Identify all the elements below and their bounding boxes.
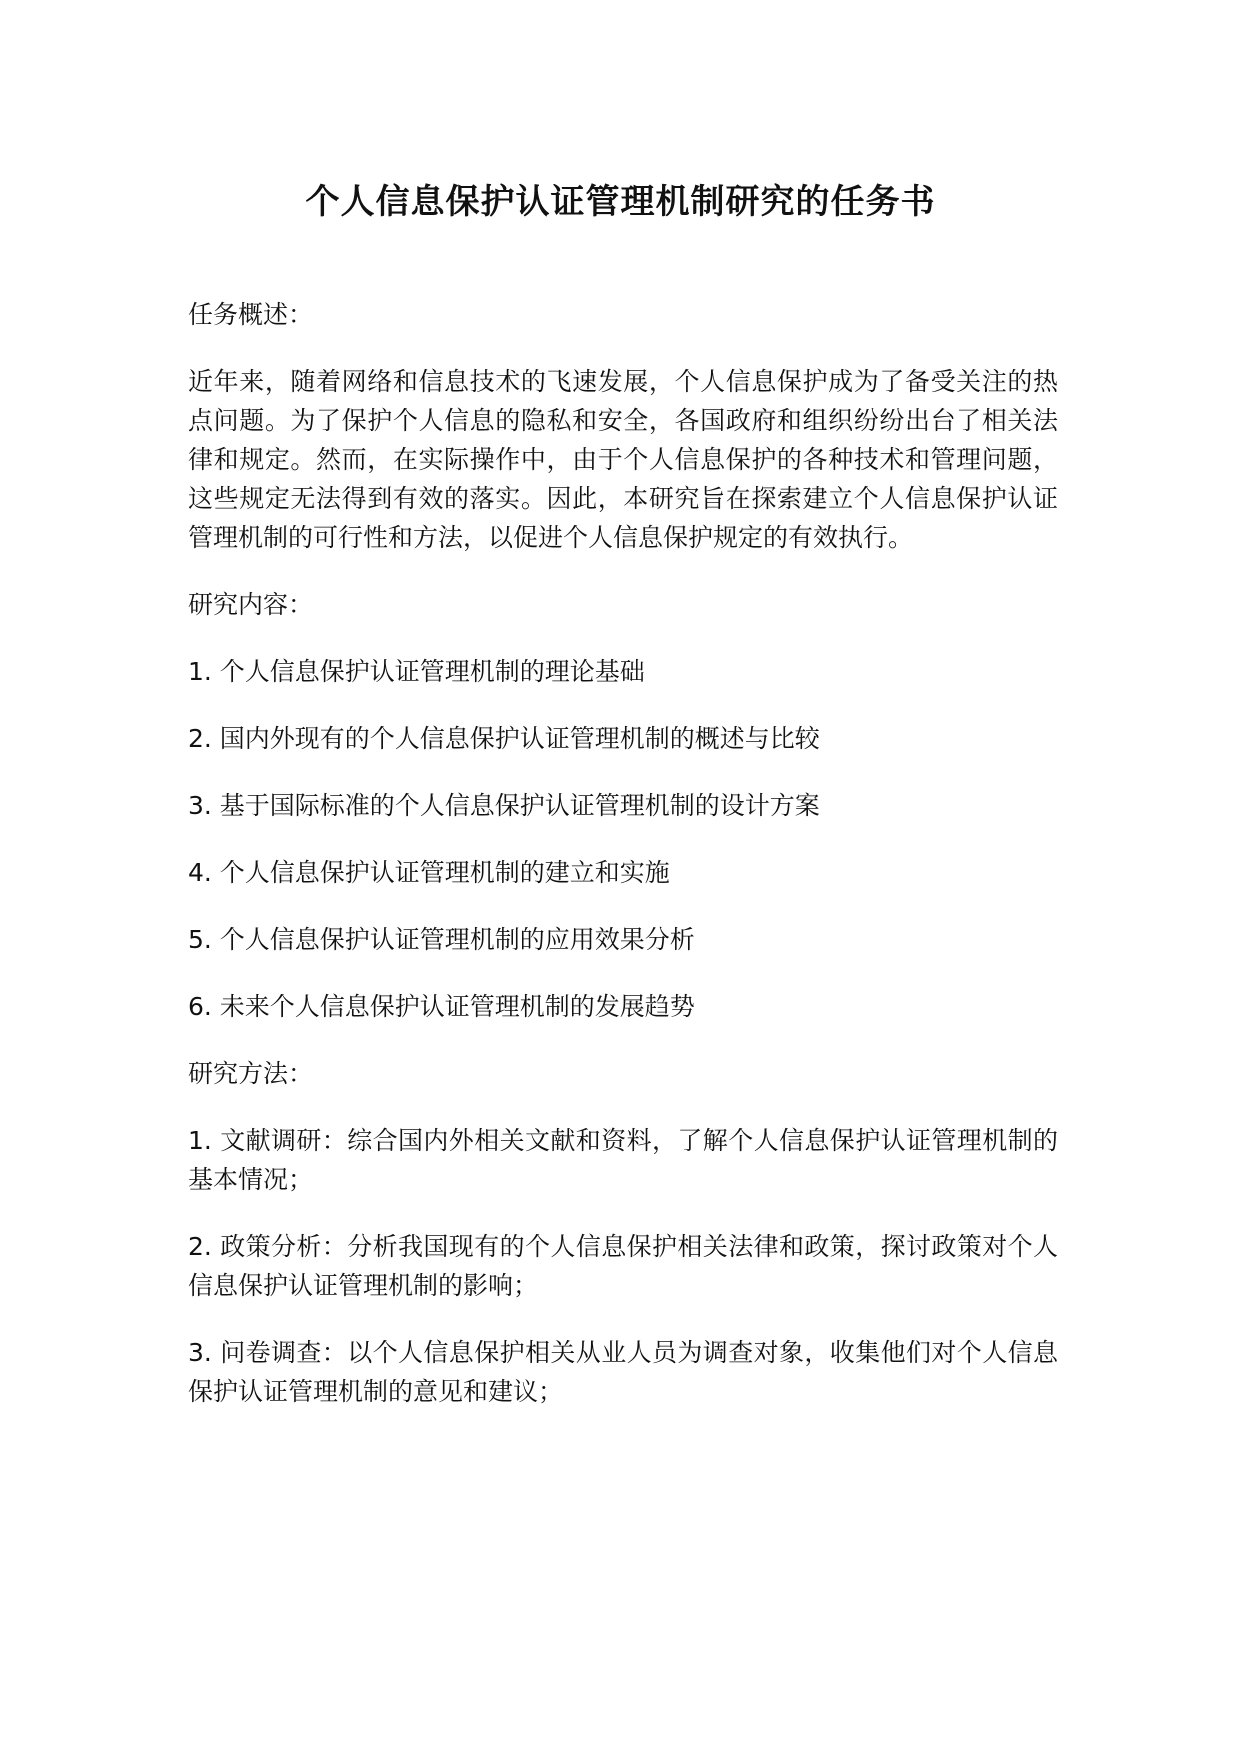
overview-paragraph: 近年来，随着网络和信息技术的飞速发展，个人信息保护成为了备受关注的热点问题。为了保护个人信息的隐私和安全，各国政府和组织纷纷出台了相关法律和规定。然而，在实际操作中，由于个人信息保护的各种技术和管理问题，这些规定无法得到有效的落实。因此，本研究旨在探索建立个人信息保护认证管理机制的可行性和方法，以促进个人信息保护规定的有效执行。 (188, 367, 1058, 552)
research-method-item: 3. 问卷调查：以个人信息保护相关从业人员为调查对象，收集他们对个人信息保护认证管理机制的意见和建议； (188, 1338, 1058, 1406)
research-method-item: 2. 政策分析：分析我国现有的个人信息保护相关法律和政策，探讨政策对个人信息保护认证管理机制的影响； (188, 1232, 1058, 1300)
research-content-item: 1. 个人信息保护认证管理机制的理论基础 (188, 657, 645, 686)
overview-heading: 任务概述： (188, 300, 314, 329)
document-body (188, 295, 1058, 1439)
research-methods-heading: 研究方法： (188, 1059, 314, 1088)
research-method-item: 1. 文献调研：综合国内外相关文献和资料，了解个人信息保护认证管理机制的基本情况； (188, 1126, 1058, 1194)
research-content-item: 5. 个人信息保护认证管理机制的应用效果分析 (188, 925, 695, 954)
research-content-item: 2. 国内外现有的个人信息保护认证管理机制的概述与比较 (188, 724, 820, 753)
research-content-item: 3. 基于国际标准的个人信息保护认证管理机制的设计方案 (188, 791, 820, 820)
document-title: 个人信息保护认证管理机制研究的任务书 (305, 182, 936, 222)
research-content-heading: 研究内容： (188, 590, 314, 619)
research-content-item: 4. 个人信息保护认证管理机制的建立和实施 (188, 858, 670, 887)
research-content-item: 6. 未来个人信息保护认证管理机制的发展趋势 (188, 992, 695, 1021)
